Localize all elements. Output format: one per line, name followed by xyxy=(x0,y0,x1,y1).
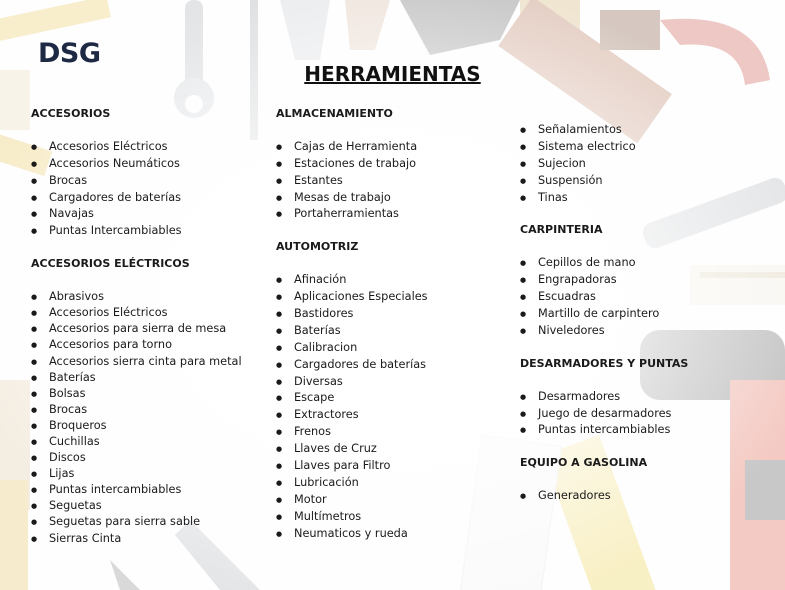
list-item: ● Cargadores de baterías xyxy=(31,190,271,207)
list-item: ● Bastidores xyxy=(276,306,516,323)
list-item: ● Llaves para Filtro xyxy=(276,458,516,475)
list-item: ● Sierras Cinta xyxy=(31,531,271,547)
column-2 xyxy=(276,106,516,558)
bullet-list xyxy=(31,139,271,240)
list-item: ● Neumaticos y rueda xyxy=(276,526,516,543)
list-item: ● Discos xyxy=(31,450,271,466)
list-item: ● Generadores xyxy=(520,488,760,505)
bullet-list xyxy=(520,488,760,505)
dsg-logo: DSG xyxy=(38,38,101,69)
list-item: ● Cajas de Herramienta xyxy=(276,139,516,156)
list-item: ● Accesorios para sierra de mesa xyxy=(31,321,271,337)
column-3 xyxy=(520,122,760,521)
list-item: ● Cargadores de baterías xyxy=(276,357,516,374)
list-item: ● Engrapadoras xyxy=(520,272,760,289)
list-item: ● Frenos xyxy=(276,424,516,441)
section-heading: ACCESORIOS xyxy=(31,107,111,120)
list-item: ● Accesorios Neumáticos xyxy=(31,156,271,173)
list-item: ● Llaves de Cruz xyxy=(276,441,516,458)
list-item: ● Broqueros xyxy=(31,418,271,434)
list-item: ● Sistema electrico xyxy=(520,139,760,156)
list-item: ● Mesas de trabajo xyxy=(276,190,516,207)
list-item: ● Seguetas para sierra sable xyxy=(31,514,271,530)
section-heading: EQUIPO A GASOLINA xyxy=(520,456,648,470)
list-item: ● Aplicaciones Especiales xyxy=(276,289,516,306)
list-item: ● Abrasivos xyxy=(31,289,271,305)
bullet-list xyxy=(520,122,760,206)
list-item: ● Lubricación xyxy=(276,475,516,492)
list-item: ● Accesorios Eléctricos xyxy=(31,305,271,321)
list-item: ● Brocas xyxy=(31,173,271,190)
list-item: ● Brocas xyxy=(31,402,271,418)
list-item: ● Niveledores xyxy=(520,323,760,340)
list-item: ● Motor xyxy=(276,492,516,509)
list-item: ● Accesorios sierra cinta para metal xyxy=(31,354,271,370)
list-item: ● Diversas xyxy=(276,374,516,391)
list-item: ● Accesorios para torno xyxy=(31,337,271,353)
section-heading: AUTOMOTRIZ xyxy=(276,240,359,254)
list-item: ● Multímetros xyxy=(276,509,516,526)
bullet-list xyxy=(520,255,760,339)
page-title: HERRAMIENTAS xyxy=(304,62,481,86)
list-item: ● Puntas intercambiables xyxy=(520,422,760,439)
list-item: ● Seguetas xyxy=(31,498,271,514)
list-item: ● Extractores xyxy=(276,407,516,424)
list-item: ● Puntas intercambiables xyxy=(31,482,271,498)
section-heading: ALMACENAMIENTO xyxy=(276,107,393,120)
section-heading: ACCESORIOS ELÉCTRICOS xyxy=(31,257,190,271)
column-1 xyxy=(31,106,271,547)
list-item: ● Baterías xyxy=(31,370,271,386)
list-item: ● Portaherramientas xyxy=(276,206,516,223)
list-item: ● Escuadras xyxy=(520,289,760,306)
list-item: ● Cepillos de mano xyxy=(520,255,760,272)
list-item: ● Tinas xyxy=(520,190,760,207)
list-item: ● Escape xyxy=(276,390,516,407)
section-heading: CARPINTERIA xyxy=(520,223,603,237)
list-item: ● Baterías xyxy=(276,323,516,340)
list-item: ● Navajas xyxy=(31,206,271,223)
plain-list xyxy=(31,289,271,547)
list-item: ● Estaciones de trabajo xyxy=(276,156,516,173)
section-heading: DESARMADORES Y PUNTAS xyxy=(520,356,689,370)
list-item: ● Lijas xyxy=(31,466,271,482)
list-item: ● Calibracion xyxy=(276,340,516,357)
bullet-list xyxy=(520,389,760,440)
list-item: ● Bolsas xyxy=(31,386,271,402)
list-item: ● Estantes xyxy=(276,173,516,190)
list-item: ● Afinación xyxy=(276,272,516,289)
list-item: ● Martillo de carpintero xyxy=(520,306,760,323)
list-item: ● Desarmadores xyxy=(520,389,760,406)
list-item: ● Sujecion xyxy=(520,156,760,173)
list-item: ● Suspensión xyxy=(520,173,760,190)
bullet-list xyxy=(276,139,516,223)
list-item: ● Accesorios Eléctricos xyxy=(31,139,271,156)
list-item: ● Señalamientos xyxy=(520,122,760,139)
list-item: ● Cuchillas xyxy=(31,434,271,450)
list-item: ● Puntas Intercambiables xyxy=(31,223,271,240)
list-item: ● Juego de desarmadores xyxy=(520,406,760,423)
bullet-list xyxy=(276,272,516,542)
